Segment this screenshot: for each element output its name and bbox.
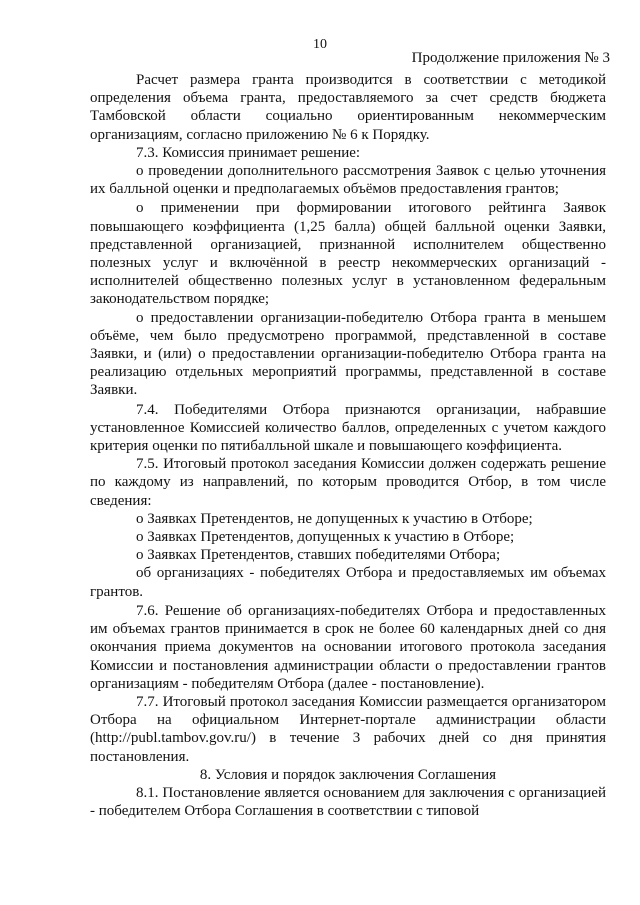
appendix-continuation-note: Продолжение приложения № 3 — [411, 50, 610, 66]
clause-7-4: 7.4. Победителями Отбора признаются организации, набравшие установленное Комиссией количество баллов, определенных с учетом каждого критерия оценки по пятибалльной шкале и повышающего коэффициента. — [90, 401, 606, 455]
clause-7-3-item-review: о проведении дополнительного рассмотрения Заявок с целью уточнения их балльной оценки и предполагаемых объёмов предоставления грантов; — [90, 163, 606, 198]
clause-7-7: 7.7. Итоговый протокол заседания Комиссии размещается организатором Отбора на официальном Интернет-портале администрации области (http://publ.tambov.gov.ru/) в течение 3 рабочих дней со дня принятия постановления. — [90, 693, 606, 765]
clause-7-3-item-coefficient: о применении при формировании итогового рейтинга Заявок повышающего коэффициента (1,25 балла) общей балльной оценки Заявки, представленной организацией, признанной исполнителем общественно полезных услуг и включённой в реестр некоммерческих организаций - исполнителей общественно полезных услуг в установленном федеральным законодательством порядке; — [90, 200, 606, 308]
document-body — [90, 71, 606, 820]
page-number: 10 — [313, 37, 327, 52]
clause-8-1: 8.1. Постановление является основанием для заключения с организацией - победителем Отбора Соглашения в соответствии с типовой — [90, 784, 606, 820]
clause-7-5: 7.5. Итоговый протокол заседания Комиссии должен содержать решение по каждому из направлений, по которым проводится Отбор, в том числе сведения: — [90, 456, 606, 509]
grant-calculation-paragraph: Расчет размера гранта производится в соответствии с методикой определения объема гранта, предоставляемого за счет средств бюджета Тамбовской области социально ориентированным некоммерческим организациям, согласно приложению № 6 к Порядку. — [90, 72, 606, 143]
clause-7-5-item-organizations: об организациях - победителях Отбора и предоставляемых им объемах грантов. — [90, 565, 606, 600]
clause-7-3-intro: 7.3. Комиссия принимает решение: — [136, 144, 361, 161]
clause-7-5-item-winners: о Заявках Претендентов, ставших победителями Отбора; — [136, 547, 501, 564]
clause-7-3-item-reduced-grant: о предоставлении организации-победителю Отбора гранта в меньшем объёме, чем было предусмотрено программой, представленной в составе Заявки, и (или) о предоставлении организации-победителю Отбора гранта на реализацию отдельных мероприятий программы, представленной в составе Заявки. — [90, 309, 606, 399]
section-8-title: 8. Условия и порядок заключения Соглашения — [199, 766, 497, 783]
clause-7-6: 7.6. Решение об организациях-победителях Отбора и предоставленных им объемах грантов принимается в срок не более 60 календарных дней со дня окончания приема документов на основании итогового протокола заседания Комиссии и постановления администрации области о предоставлении грантов организациям - победителям Отбора (далее - постановление). — [90, 602, 606, 692]
clause-7-5-item-admitted: о Заявках Претендентов, допущенных к участию в Отборе; — [136, 529, 515, 546]
clause-7-5-item-not-admitted: о Заявках Претендентов, не допущенных к участию в Отборе; — [136, 510, 533, 527]
